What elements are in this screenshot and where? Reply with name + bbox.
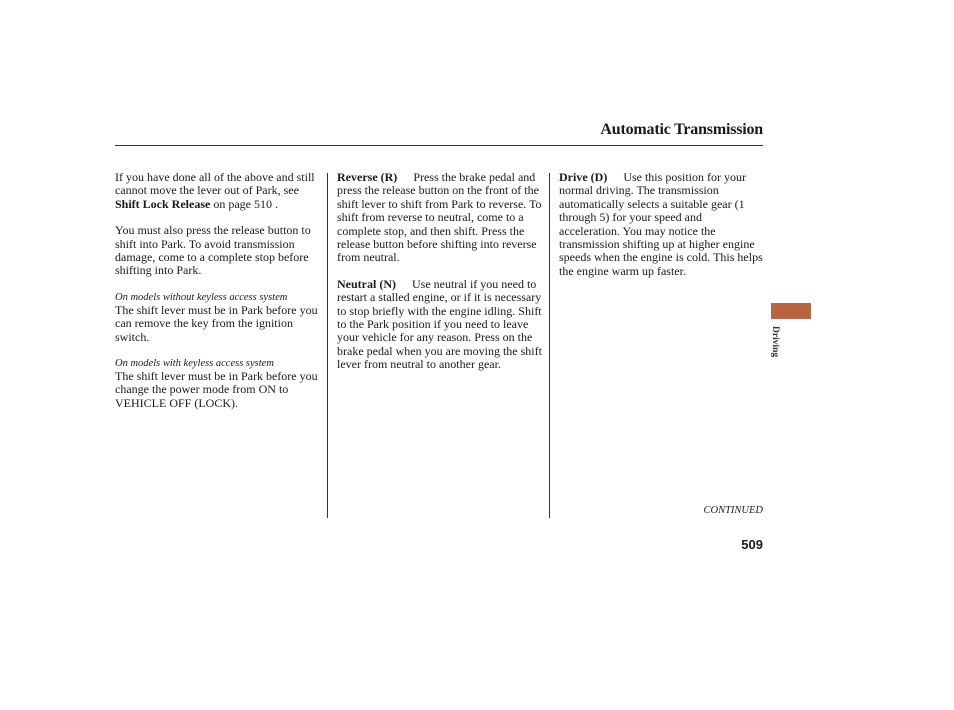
column-divider: [327, 173, 328, 518]
paragraph-text: If you have done all of the above and still cannot move the lever out of Park, see: [115, 170, 315, 198]
paragraph-text: Press the brake pedal and press the release button on the front of the shift lever to shift from Park to reverse. To shift from reverse to neutral, come to a complete stop, and then shift. Press the release button before shifting into reverse from neutral.: [337, 170, 542, 265]
left-column: [115, 171, 321, 423]
title-rule: [115, 145, 763, 146]
section-label-driving: Driving: [770, 326, 780, 358]
paragraph-text: Use this position for your normal driving. The transmission automatically selects a suitable gear (1 through 5) for your speed and acceleration. You may notice the transmission shifting up at higher engine speeds when the engine is cold. This helps the engine warm up faster.: [559, 170, 763, 278]
paragraph-reverse: [337, 171, 543, 265]
paragraph-shift-lock: [115, 171, 321, 211]
model-note-with-keyless: On models with keyless access system: [115, 358, 274, 370]
paragraph-text: The shift lever must be in Park before you can remove the key from the ignition switch.: [115, 302, 318, 344]
section-tab-marker: [771, 303, 811, 319]
term-neutral: Neutral (N): [337, 276, 396, 291]
page-number: 509: [741, 537, 763, 552]
paragraph-with-keyless: [115, 357, 321, 410]
term-drive: Drive (D): [559, 170, 608, 184]
paragraph-text: on page 510 .: [210, 196, 278, 211]
term-reverse: Reverse (R): [337, 170, 398, 184]
model-note-without-keyless: On models without keyless access system: [115, 291, 288, 303]
paragraph-release-button: You must also press the release button to shift into Park. To avoid transmission damage, come to a complete stop before shifting into Park.: [115, 223, 311, 278]
continued-label: CONTINUED: [703, 505, 763, 516]
paragraph-text: Use neutral if you need to restart a stalled engine, or if it is necessary to stop briefly with the engine idling. Shift to the Park position if you need to leave your vehicle for any reason. Press on the brake pedal when you are moving the shift lever from neutral to another gear.: [337, 276, 542, 372]
shift-lock-release-ref: Shift Lock Release: [115, 196, 211, 211]
paragraph-neutral: [337, 278, 543, 372]
paragraph-drive: [559, 171, 765, 278]
right-column: [559, 171, 765, 291]
middle-column: [337, 171, 543, 385]
paragraph-text: The shift lever must be in Park before you change the power mode from ON to VEHICLE OFF (LOCK).: [115, 369, 318, 410]
paragraph-without-keyless: [115, 291, 321, 344]
page-title: Automatic Transmission: [600, 121, 763, 138]
column-divider: [549, 173, 550, 518]
